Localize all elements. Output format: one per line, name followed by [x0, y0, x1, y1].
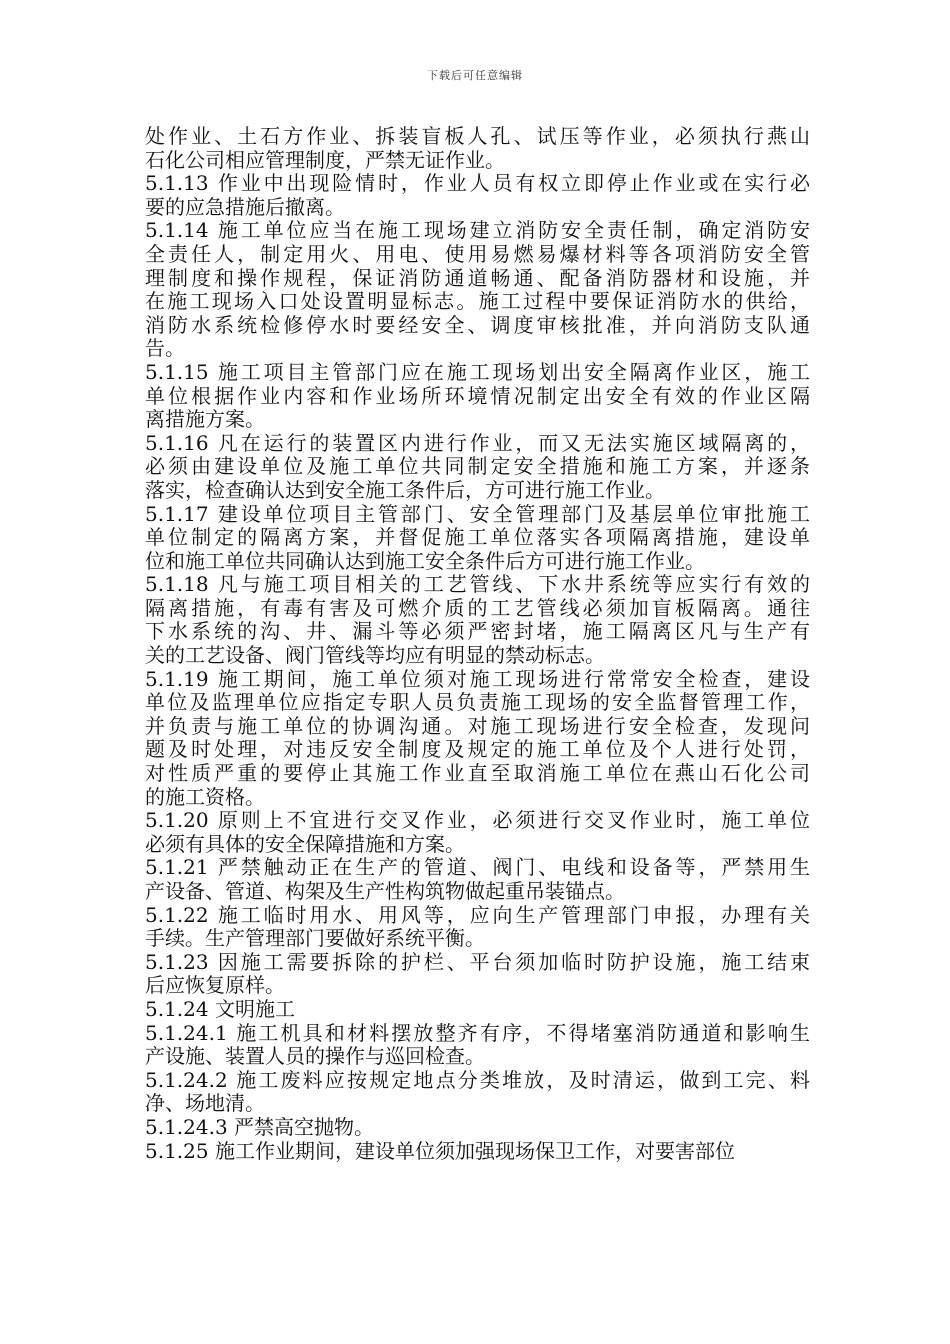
- paragraph-line: 手续。生产管理部门要做好系统平衡。: [145, 926, 485, 951]
- paragraph-line: 后应恢复原样。: [145, 973, 285, 998]
- paragraph-line: 5.1.24 文明施工: [145, 996, 295, 1021]
- paragraph-line: 全责任人，制定用火、用电、使用易燃易爆材料等各项消防安全管: [145, 242, 810, 266]
- paragraph: [145, 219, 810, 361]
- paragraph: [145, 503, 810, 574]
- paragraph: [145, 361, 810, 432]
- paragraph-line: 5.1.13 作业中出现险情时，作业人员有权立即停止作业或在实行必: [145, 172, 810, 196]
- paragraph-line: 5.1.15 施工项目主管部门应在施工现场划出安全隔离作业区，施工: [145, 360, 810, 384]
- paragraph-line: 要的应急措施后撤离。: [145, 194, 345, 219]
- paragraph: [145, 432, 810, 503]
- document-body: [145, 125, 810, 1163]
- paragraph: [145, 809, 810, 856]
- paragraph: [145, 573, 810, 667]
- paragraph-line: 并负责与施工单位的协调沟通。对施工现场进行安全检查，发现问: [145, 714, 810, 738]
- paragraph: [145, 125, 810, 172]
- paragraph-line: 单位制定的隔离方案，并督促施工单位落实各项隔离措施，建设单: [145, 526, 810, 550]
- paragraph-line: 5.1.24.3 严禁高空抛物。: [145, 1114, 375, 1139]
- paragraph-line: 石化公司相应管理制度，严禁无证作业。: [145, 147, 505, 172]
- paragraph: [145, 1140, 810, 1164]
- paragraph: [145, 998, 810, 1022]
- paragraph-line: 下水系统的沟、井、漏斗等必须严密封堵，施工隔离区凡与生产有: [145, 620, 810, 644]
- paragraph-line: 产设施、装置人员的操作与巡回检查。: [145, 1044, 485, 1069]
- paragraph-line: 5.1.21 严禁触动正在生产的管道、阀门、电线和设备等，严禁用生: [145, 856, 810, 880]
- paragraph-line: 处作业、土石方作业、拆装盲板人孔、试压等作业，必须执行燕山: [145, 125, 810, 148]
- paragraph-line: 落实，检查确认达到安全施工条件后，方可进行施工作业。: [145, 477, 665, 502]
- paragraph-line: 消防水系统检修停水时要经安全、调度审核批准，并向消防支队通: [145, 313, 810, 337]
- paragraph: [145, 668, 810, 810]
- paragraph: [145, 1022, 810, 1069]
- paragraph-line: 5.1.22 施工临时用水、用风等，应向生产管理部门申报，办理有关: [145, 903, 810, 927]
- paragraph-line: 题及时处理，对违反安全制度及规定的施工单位及个人进行处罚，: [145, 738, 810, 762]
- paragraph: [145, 856, 810, 903]
- paragraph-line: 5.1.17 建设单位项目主管部门、安全管理部门及基层单位审批施工: [145, 502, 810, 526]
- paragraph: [145, 1116, 810, 1140]
- paragraph-line: 隔离措施，有毒有害及可燃介质的工艺管线必须加盲板隔离。通往: [145, 596, 810, 620]
- paragraph: [145, 1069, 810, 1116]
- paragraph-line: 5.1.24.1 施工机具和材料摆放整齐有序，不得堵塞消防通道和影响生: [145, 1021, 810, 1045]
- paragraph: [145, 951, 810, 998]
- page-header-note: 下载后可任意编辑: [427, 69, 523, 82]
- paragraph-line: 告。: [145, 336, 185, 361]
- paragraph-line: 5.1.14 施工单位应当在施工现场建立消防安全责任制，确定消防安: [145, 219, 810, 243]
- paragraph-line: 5.1.23 因施工需要拆除的护栏、平台须加临时防护设施，施工结束: [145, 950, 810, 974]
- paragraph: [145, 904, 810, 951]
- paragraph-line: 单位及监理单位应指定专职人员负责施工现场的安全监督管理工作，: [145, 691, 810, 715]
- paragraph-line: 产设备、管道、构架及生产性构筑物做起重吊装锚点。: [145, 879, 625, 903]
- paragraph-line: 净、场地清。: [145, 1091, 265, 1116]
- paragraph-line: 必须由建设单位及施工单位共同制定安全措施和施工方案，并逐条: [145, 455, 810, 479]
- paragraph-line: 5.1.18 凡与施工项目相关的工艺管线、下水井系统等应实行有效的: [145, 573, 810, 597]
- paragraph-line: 理制度和操作规程，保证消防通道畅通、配备消防器材和设施，并: [145, 266, 810, 290]
- paragraph-line: 单位根据作业内容和作业场所环境情况制定出安全有效的作业区隔: [145, 384, 810, 408]
- paragraph-line: 关的工艺设备、阀门管线等均应有明显的禁动标志。: [145, 643, 605, 668]
- paragraph-line: 在施工现场入口处设置明显标志。施工过程中要保证消防水的供给，: [145, 290, 810, 314]
- paragraph-line: 5.1.19 施工期间，施工单位须对施工现场进行常常安全检查，建设: [145, 667, 810, 691]
- paragraph-line: 对性质严重的要停止其施工作业直至取消施工单位在燕山石化公司: [145, 762, 810, 786]
- paragraph-line: 离措施方案。: [145, 407, 265, 432]
- paragraph-line: 的施工资格。: [145, 784, 265, 809]
- paragraph-line: 位和施工单位共同确认达到施工安全条件后方可进行施工作业。: [145, 548, 705, 573]
- paragraph: [145, 172, 810, 219]
- paragraph-line: 5.1.24.2 施工废料应按规定地点分类堆放，及时清运，做到工完、料: [145, 1068, 810, 1092]
- paragraph-line: 5.1.25 施工作业期间，建设单位须加强现场保卫工作，对要害部位: [145, 1138, 735, 1163]
- paragraph-line: 必须有具体的安全保障措施和方案。: [145, 831, 465, 856]
- paragraph-line: 5.1.16 凡在运行的装置区内进行作业，而又无法实施区域隔离的，: [145, 431, 810, 455]
- paragraph-line: 5.1.20 原则上不宜进行交叉作业，必须进行交叉作业时，施工单位: [145, 809, 810, 833]
